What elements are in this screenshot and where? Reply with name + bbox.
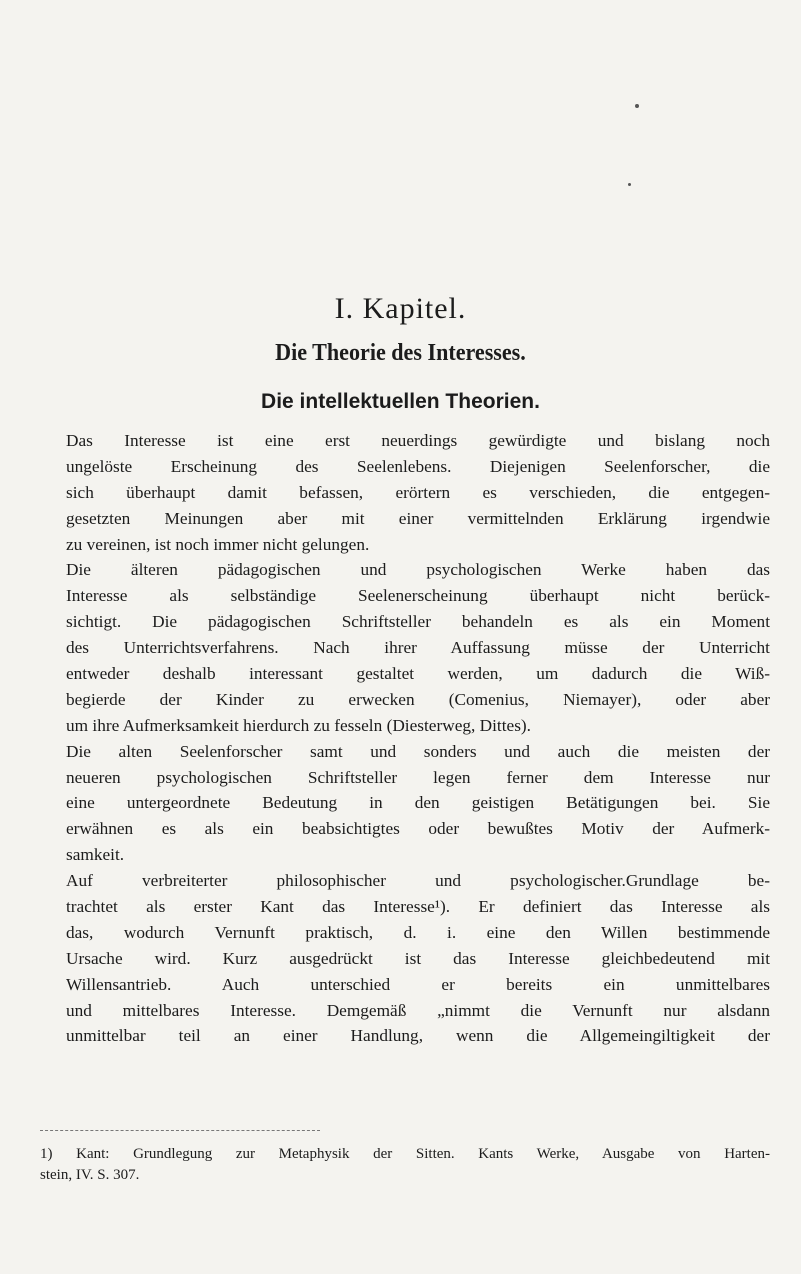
- body-text: [40, 428, 770, 1049]
- paragraph: [40, 868, 770, 1049]
- speck-mark: [635, 104, 639, 108]
- speck-mark: [628, 183, 631, 186]
- text-line: Willensantrieb. Auch unterschied er bereits ein unmittelbares: [66, 974, 770, 994]
- text-line: sich überhaupt damit befassen, erörtern es verschieden, die entgegen-: [66, 482, 770, 502]
- text-line: neueren psychologischen Schriftsteller legen ferner dem Interesse nur: [66, 767, 770, 787]
- text-line: um ihre Aufmerksamkeit hierdurch zu fesseln (Diesterweg, Dittes).: [66, 715, 532, 735]
- text-line: des Unterrichtsverfahrens. Nach ihrer Auffassung müsse der Unterricht: [66, 638, 770, 658]
- text-line: Die älteren pädagogischen und psychologischen Werke haben das: [66, 560, 770, 580]
- text-line: begierde der Kinder zu erwecken (Comenius, Niemayer), oder aber: [66, 689, 770, 709]
- chapter-title: Die Theorie des Interesses.: [275, 340, 526, 366]
- footnote-line: stein, IV. S. 307.: [40, 1167, 140, 1183]
- section-subtitle: Die intellektuellen Theorien.: [261, 390, 540, 413]
- text-line: Interesse als selbständige Seelenerscheinung überhaupt nicht berück-: [66, 586, 770, 606]
- footnote-line: 1) Kant: Grundlegung zur Metaphysik der Sitten. Kants Werke, Ausgabe von Harten-: [40, 1146, 770, 1162]
- text-line: trachtet als erster Kant das Interesse¹). Er definiert das Interesse als: [66, 897, 770, 917]
- text-line: ungelöste Erscheinung des Seelenlebens. Diejenigen Seelenforscher, die: [66, 456, 770, 476]
- paragraph: [40, 428, 770, 557]
- text-line: und mittelbares Interesse. Demgemäß „nimmt die Vernunft nur alsdann: [66, 1000, 770, 1020]
- text-line: erwähnen es als ein beabsichtigtes oder bewußtes Motiv der Aufmerk-: [66, 819, 770, 839]
- chapter-heading: I. Kapitel.: [334, 292, 467, 325]
- text-line: eine untergeordnete Bedeutung in den geistigen Betätigungen bei. Sie: [66, 793, 770, 813]
- text-line: entweder deshalb interessant gestaltet werden, um dadurch die Wiß-: [66, 664, 770, 684]
- text-line: sichtigt. Die pädagogischen Schriftsteller behandeln es als ein Moment: [66, 612, 770, 632]
- text-line: Das Interesse ist eine erst neuerdings gewürdigte und bislang noch: [66, 431, 770, 450]
- text-line: unmittelbar teil an einer Handlung, wenn die Allgemeingiltigkeit der: [66, 1026, 770, 1046]
- text-line: Die alten Seelenforscher samt und sonders und auch die meisten der: [66, 741, 770, 761]
- text-line: gesetzten Meinungen aber mit einer vermittelnden Erklärung irgendwie: [66, 508, 770, 528]
- text-line: das, wodurch Vernunft praktisch, d. i. eine den Willen bestimmende: [66, 922, 770, 942]
- text-line: Ursache wird. Kurz ausgedrückt ist das Interesse gleichbedeutend mit: [66, 948, 770, 968]
- paragraph: [40, 557, 770, 738]
- text-line: zu vereinen, ist noch immer nicht gelungen.: [66, 534, 370, 554]
- footnote-divider: [40, 1130, 320, 1131]
- text-line: Auf verbreiterter philosophischer und psychologischer.Grundlage be-: [66, 871, 770, 891]
- text-line: samkeit.: [66, 845, 125, 865]
- footnote: [40, 1144, 770, 1186]
- paragraph: [40, 739, 770, 868]
